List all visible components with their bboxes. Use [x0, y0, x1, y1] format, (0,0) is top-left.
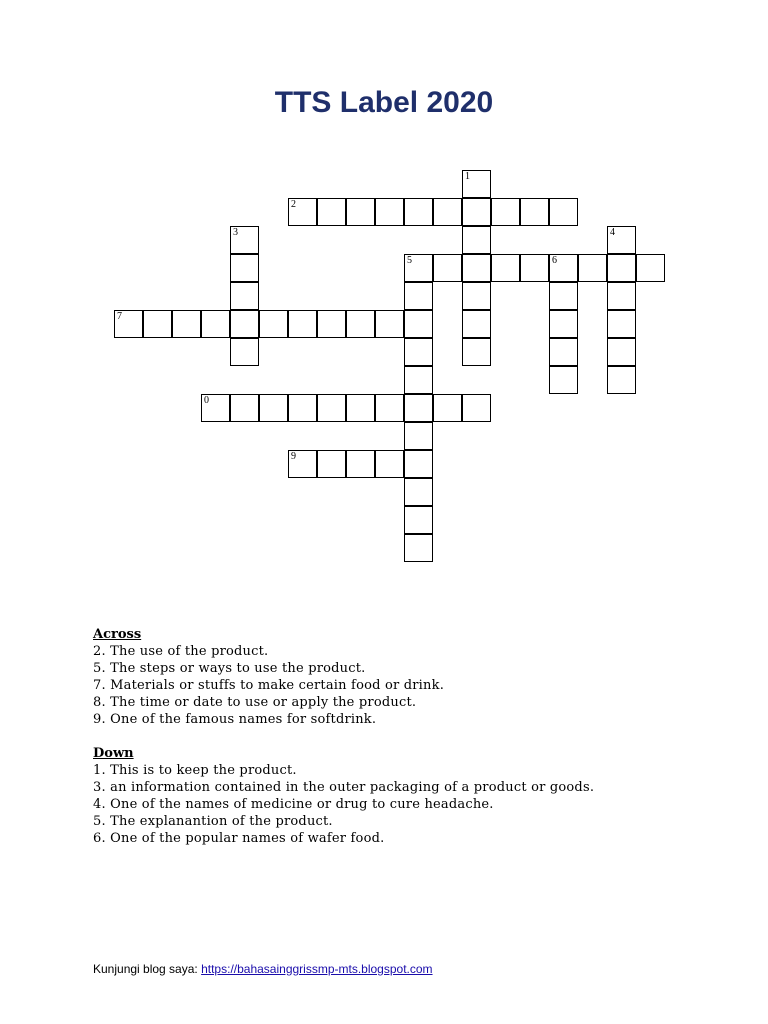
crossword-cell[interactable] [288, 394, 317, 422]
crossword-cell[interactable] [201, 310, 230, 338]
across-clue: 7. Materials or stuffs to make certain food or drink. [93, 678, 445, 693]
crossword-cell[interactable] [230, 310, 259, 338]
clue-number: 7 [117, 311, 122, 322]
crossword-cell[interactable] [317, 310, 346, 338]
crossword-cell[interactable] [462, 254, 491, 282]
crossword-cell[interactable] [491, 254, 520, 282]
crossword-cell[interactable] [607, 282, 636, 310]
crossword-cell[interactable] [462, 198, 491, 226]
crossword-cell[interactable] [230, 394, 259, 422]
crossword-cell[interactable] [375, 394, 404, 422]
clue-number: 4 [610, 227, 615, 238]
clue-number: 0 [204, 395, 209, 406]
crossword-cell[interactable] [317, 198, 346, 226]
crossword-cell[interactable] [375, 310, 404, 338]
crossword-cell[interactable] [607, 254, 636, 282]
crossword-cell[interactable] [230, 338, 259, 366]
crossword-cell[interactable] [462, 338, 491, 366]
crossword-cell[interactable] [404, 450, 433, 478]
crossword-cell[interactable] [462, 226, 491, 254]
crossword-cell[interactable] [404, 534, 433, 562]
blog-link[interactable]: https://bahasainggrissmp-mts.blogspot.com [201, 962, 433, 976]
crossword-cell[interactable] [607, 310, 636, 338]
clue-number: 5 [407, 255, 412, 266]
crossword-cell[interactable] [549, 310, 578, 338]
down-clue: 3. an information contained in the outer packaging of a product or goods. [93, 780, 595, 795]
across-clue-list [93, 643, 733, 728]
crossword-cell[interactable] [375, 450, 404, 478]
crossword-cell[interactable] [404, 506, 433, 534]
crossword-cell[interactable] [230, 254, 259, 282]
down-clue: 6. One of the popular names of wafer food. [93, 831, 385, 846]
crossword-cell[interactable] [462, 170, 491, 198]
crossword-cell[interactable] [404, 338, 433, 366]
down-clue: 5. The explanantion of the product. [93, 814, 333, 829]
crossword-cell[interactable] [317, 450, 346, 478]
crossword-cell[interactable] [172, 310, 201, 338]
crossword-cell[interactable] [636, 254, 665, 282]
crossword-cell[interactable] [607, 338, 636, 366]
down-clue: 1. This is to keep the product. [93, 763, 297, 778]
crossword-cell[interactable] [404, 310, 433, 338]
crossword-cell[interactable] [143, 310, 172, 338]
crossword-cell[interactable] [404, 394, 433, 422]
across-heading: Across [93, 627, 142, 642]
clue-number: 6 [552, 255, 557, 266]
crossword-cell[interactable] [317, 394, 346, 422]
down-clue: 4. One of the names of medicine or drug to cure headache. [93, 797, 494, 812]
crossword-cell[interactable] [549, 282, 578, 310]
crossword-cell[interactable] [288, 198, 317, 226]
crossword-cell[interactable] [201, 394, 230, 422]
crossword-cell[interactable] [433, 198, 462, 226]
crossword-cell[interactable] [259, 394, 288, 422]
footer [93, 962, 433, 976]
crossword-cell[interactable] [549, 254, 578, 282]
footer-label: Kunjungi blog saya: [93, 962, 198, 976]
clues-section [93, 626, 733, 847]
across-clue: 2. The use of the product. [93, 644, 269, 659]
crossword-cell[interactable] [607, 366, 636, 394]
across-clue: 8. The time or date to use or apply the product. [93, 695, 417, 710]
crossword-cell[interactable] [404, 478, 433, 506]
crossword-cell[interactable] [549, 366, 578, 394]
crossword-cell[interactable] [433, 254, 462, 282]
crossword-cell[interactable] [375, 198, 404, 226]
across-clue: 5. The steps or ways to use the product. [93, 661, 366, 676]
crossword-cell[interactable] [462, 282, 491, 310]
crossword-cell[interactable] [114, 310, 143, 338]
crossword-cell[interactable] [520, 254, 549, 282]
crossword-cell[interactable] [404, 198, 433, 226]
crossword-cell[interactable] [433, 394, 462, 422]
clue-number: 9 [291, 451, 296, 462]
clue-number: 2 [291, 199, 296, 210]
crossword-cell[interactable] [549, 338, 578, 366]
crossword-cell[interactable] [404, 366, 433, 394]
clue-number: 3 [233, 227, 238, 238]
page-title: TTS Label 2020 [274, 86, 494, 119]
crossword-cell[interactable] [346, 394, 375, 422]
crossword-cell[interactable] [259, 310, 288, 338]
crossword-cell[interactable] [404, 254, 433, 282]
crossword-cell[interactable] [288, 450, 317, 478]
crossword-cell[interactable] [520, 198, 549, 226]
crossword-cell[interactable] [346, 450, 375, 478]
crossword-cell[interactable] [404, 422, 433, 450]
crossword-cell[interactable] [230, 226, 259, 254]
down-heading: Down [93, 746, 134, 761]
clue-spacer [93, 728, 733, 745]
clue-number: 1 [465, 171, 470, 182]
crossword-cell[interactable] [230, 282, 259, 310]
crossword-cell[interactable] [288, 310, 317, 338]
crossword-cell[interactable] [549, 198, 578, 226]
crossword-cell[interactable] [346, 198, 375, 226]
crossword-cell[interactable] [607, 226, 636, 254]
crossword-cell[interactable] [578, 254, 607, 282]
crossword-cell[interactable] [346, 310, 375, 338]
crossword-cell[interactable] [462, 310, 491, 338]
across-clue: 9. One of the famous names for softdrink. [93, 712, 377, 727]
crossword-cell[interactable] [404, 282, 433, 310]
crossword-cell[interactable] [491, 198, 520, 226]
down-clue-list [93, 762, 733, 847]
crossword-cell[interactable] [462, 394, 491, 422]
